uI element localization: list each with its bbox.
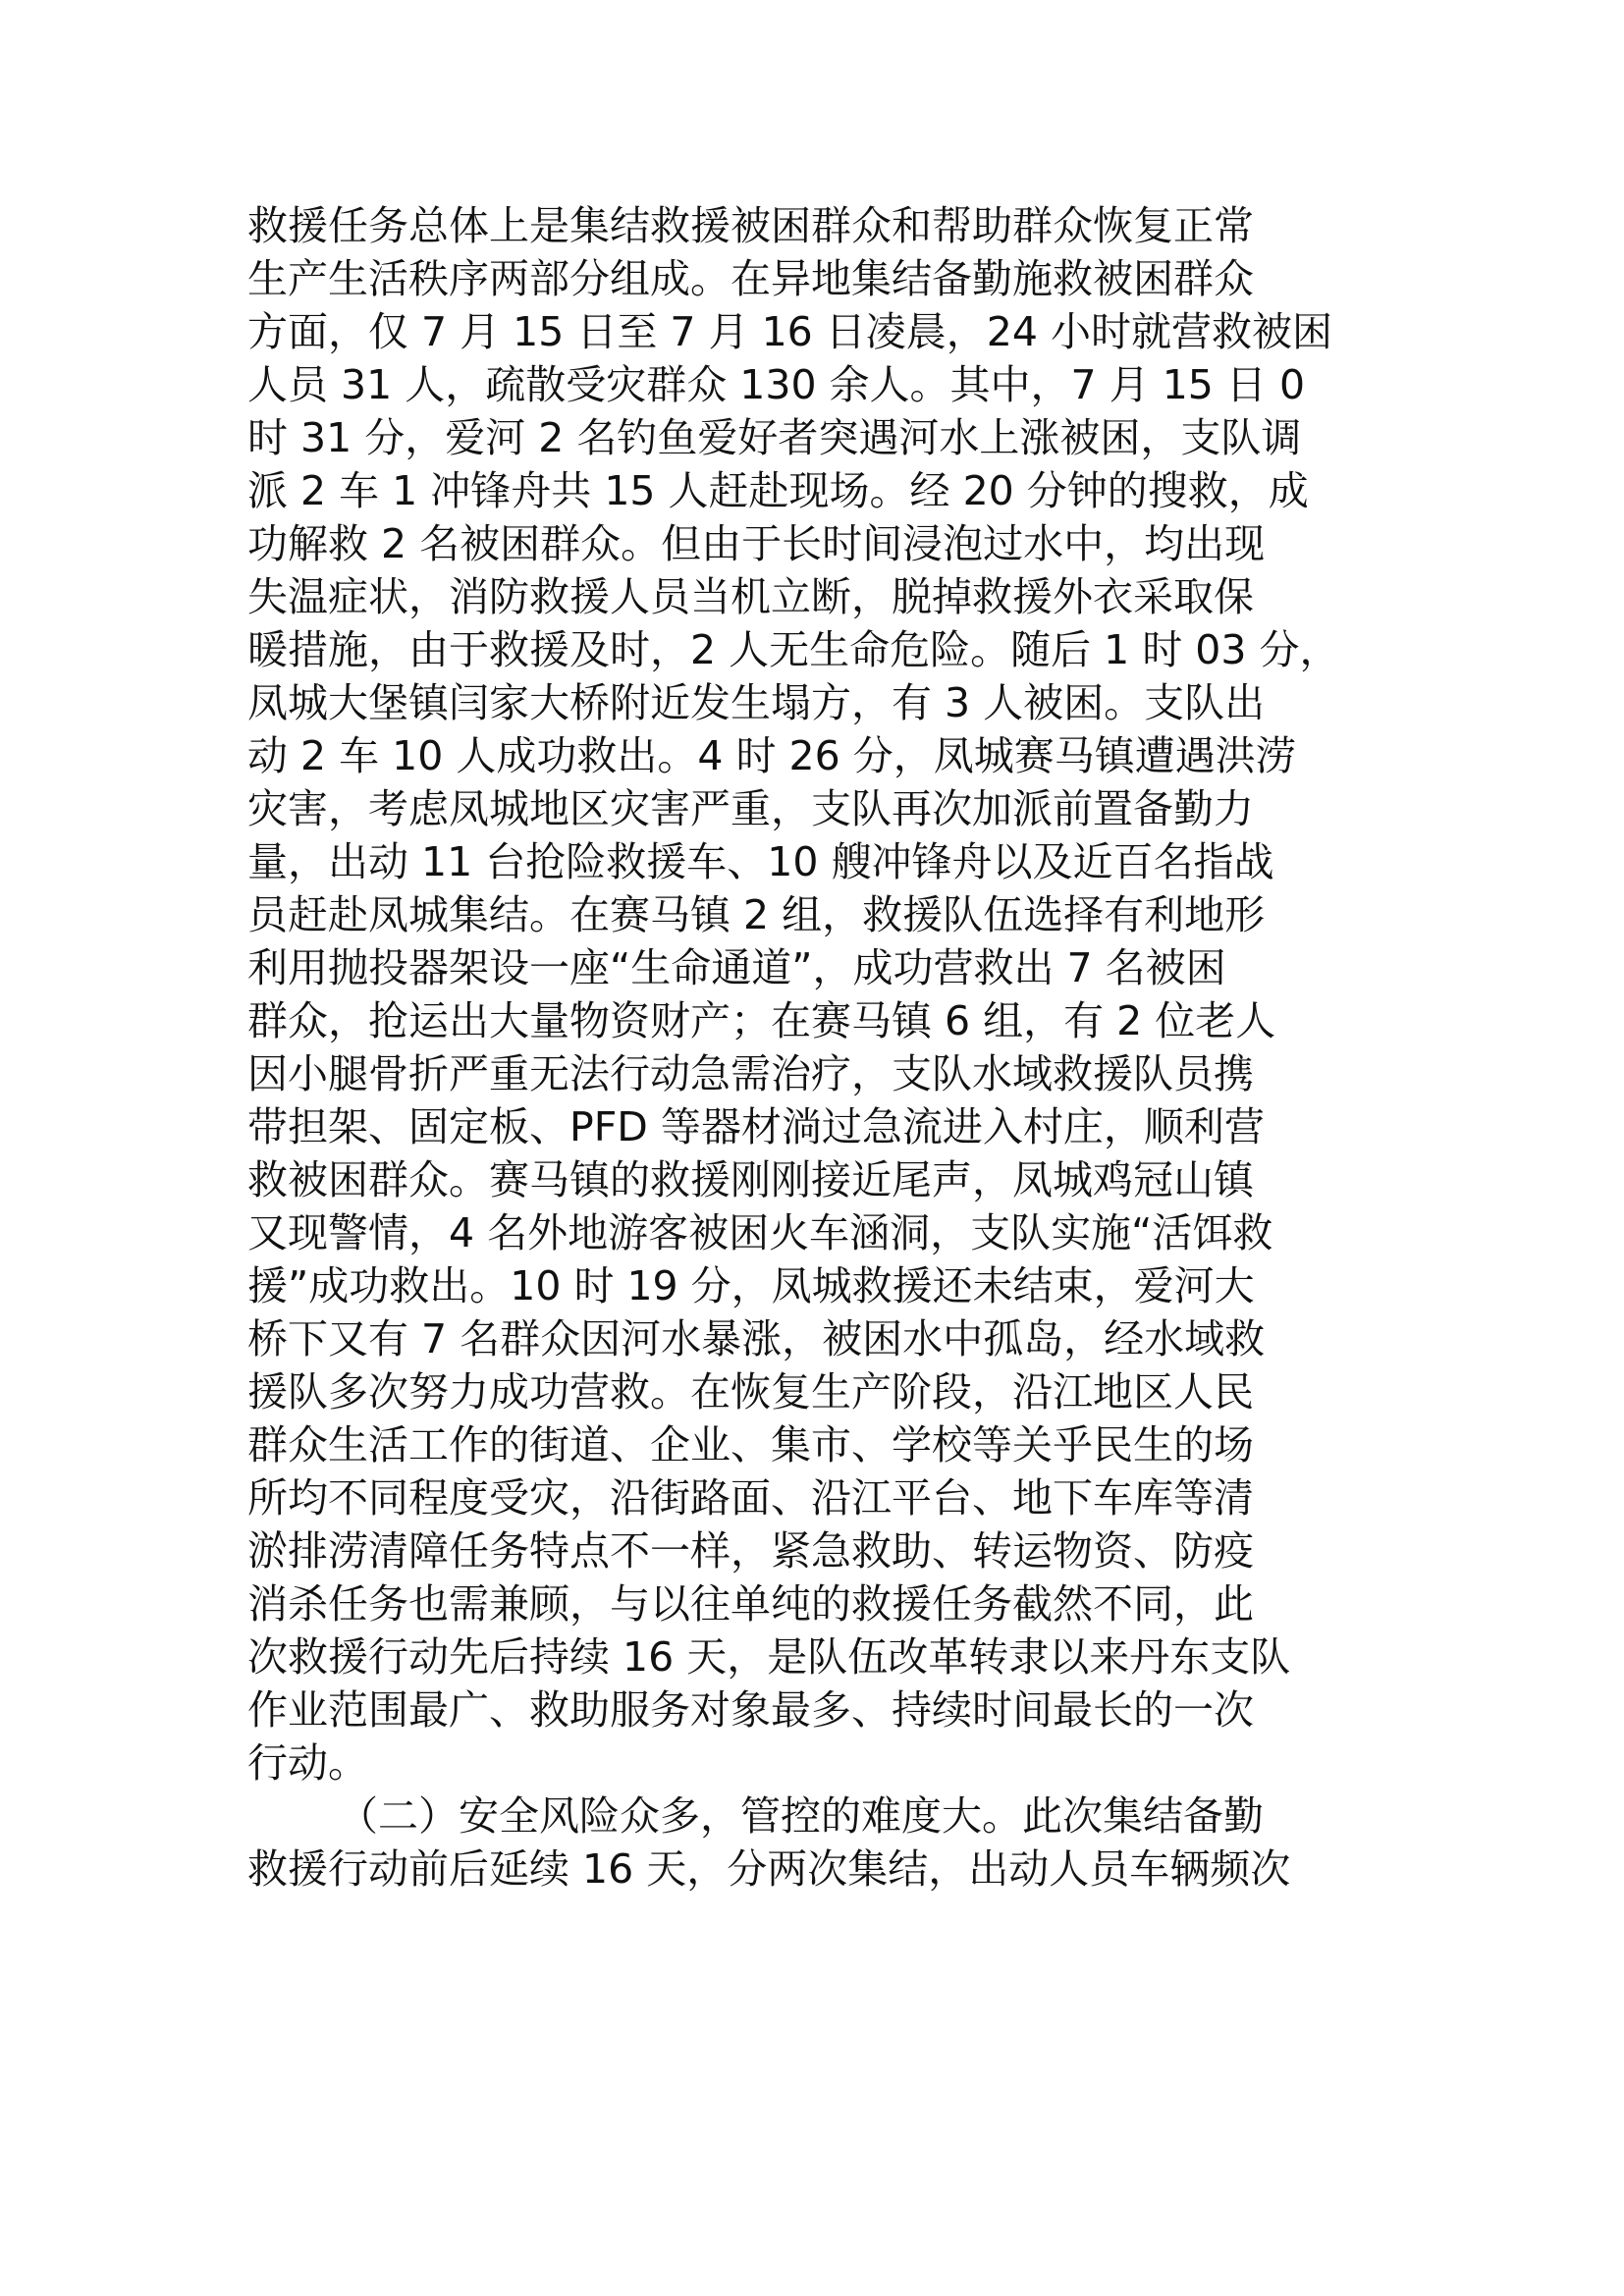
text-line: 援”成功救出。10 时 19 分，凤城救援还未结束，爱河大 — [247, 1262, 1255, 1309]
text-line: 消杀任务也需兼顾，与以往单纯的救援任务截然不同，此 — [247, 1580, 1254, 1628]
paragraph-1 — [247, 199, 1386, 1789]
text-line: 救援行动前后延续 16 天，分两次集结，出动人员车辆频次 — [247, 1845, 1291, 1893]
text-line: （二）安全风险众多，管控的难度大。此次集结备勤 — [338, 1792, 1264, 1840]
paragraph-2 — [247, 1789, 1386, 1896]
text-line: 量，出动 11 台抢险救援车、10 艘冲锋舟以及近百名指战 — [247, 838, 1274, 885]
text-line: 时 31 分，爱河 2 名钓鱼爱好者突遇河水上涨被困，支队调 — [247, 414, 1302, 461]
text-line: 带担架、固定板、PFD 等器材淌过急流进入村庄，顺利营 — [247, 1103, 1265, 1150]
text-line: 灾害，考虑凤城地区灾害严重，支队再次加派前置备勤力 — [247, 785, 1254, 832]
text-line: 失温症状，消防救援人员当机立断，脱掉救援外衣采取保 — [247, 573, 1254, 620]
text-line: 派 2 车 1 冲锋舟共 15 人赶赴现场。经 20 分钟的搜救，成 — [247, 467, 1309, 514]
text-line: 因小腿骨折严重无法行动急需治疗，支队水域救援队员携 — [247, 1050, 1254, 1097]
text-line: 动 2 车 10 人成功救出。4 时 26 分，凤城赛马镇遭遇洪涝 — [247, 732, 1296, 779]
text-line: 所均不同程度受灾，沿街路面、沿江平台、地下车库等清 — [247, 1474, 1254, 1522]
text-line: 凤城大堡镇闫家大桥附近发生塌方，有 3 人被困。支队出 — [247, 679, 1266, 726]
text-line: 次救援行动先后持续 16 天，是队伍改革转隶以来丹东支队 — [247, 1633, 1291, 1681]
text-line: 桥下又有 7 名群众因河水暴涨，被困水中孤岛，经水域救 — [247, 1315, 1266, 1362]
text-line: 群众生活工作的街道、企业、集市、学校等关乎民生的场 — [247, 1421, 1254, 1468]
text-line: 作业范围最广、救助服务对象最多、持续时间最长的一次 — [247, 1686, 1254, 1734]
text-line: 救被困群众。赛马镇的救援刚刚接近尾声，凤城鸡冠山镇 — [247, 1156, 1254, 1203]
text-line: 员赶赴凤城集结。在赛马镇 2 组，救援队伍选择有利地形 — [247, 891, 1266, 938]
text-line: 功解救 2 名被困群众。但由于长时间浸泡过水中，均出现 — [247, 520, 1266, 567]
text-line: 淤排涝清障任务特点不一样，紧急救助、转运物资、防疫 — [247, 1527, 1254, 1575]
text-line: 群众，抢运出大量物资财产；在赛马镇 6 组，有 2 位老人 — [247, 997, 1276, 1044]
text-line: 方面，仅 7 月 15 日至 7 月 16 日凌晨，24 小时就营救被困 — [247, 308, 1332, 355]
text-line: 生产生活秩序两部分组成。在异地集结备勤施救被困群众 — [247, 255, 1254, 302]
text-line: 行动。 — [247, 1739, 368, 1787]
text-line: 暖措施，由于救援及时，2 人无生命危险。随后 1 时 03 分， — [247, 626, 1340, 673]
text-line: 人员 31 人，疏散受灾群众 130 余人。其中，7 月 15 日 0 — [247, 361, 1306, 408]
text-line: 援队多次努力成功营救。在恢复生产阶段，沿江地区人民 — [247, 1368, 1254, 1415]
document-body — [247, 199, 1386, 1896]
text-line: 利用抛投器架设一座“生命通道”，成功营救出 7 名被困 — [247, 944, 1226, 991]
text-line: 救援任务总体上是集结救援被困群众和帮助群众恢复正常 — [247, 202, 1254, 249]
text-line: 又现警情，4 名外地游客被困火车涵洞，支队实施“活饵救 — [247, 1209, 1273, 1256]
